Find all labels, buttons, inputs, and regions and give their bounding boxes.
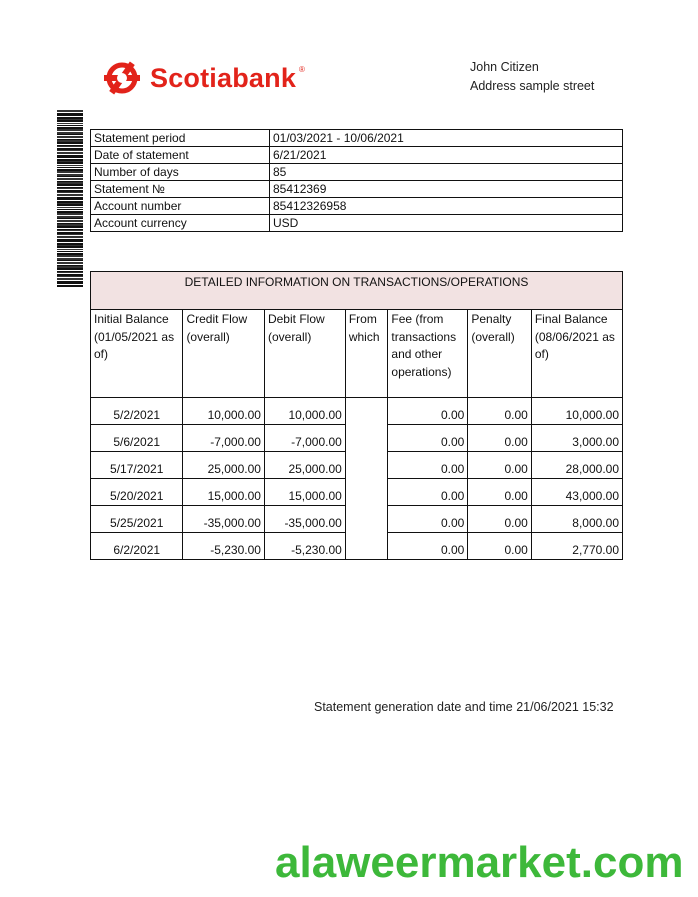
barcode-bar xyxy=(57,188,83,189)
credit-cell: -5,230.00 xyxy=(183,533,265,560)
barcode-bar xyxy=(57,234,83,235)
fee-cell: 0.00 xyxy=(388,479,468,506)
penalty-cell: 0.00 xyxy=(468,425,532,452)
info-row xyxy=(91,198,623,215)
column-header: Initial Balance (01/05/2021 as of) xyxy=(91,310,183,398)
info-label: Account number xyxy=(91,198,270,215)
barcode-bar xyxy=(57,140,83,142)
barcode xyxy=(57,110,83,278)
debit-cell: -7,000.00 xyxy=(264,425,345,452)
debit-cell: 25,000.00 xyxy=(264,452,345,479)
fee-cell: 0.00 xyxy=(388,398,468,425)
info-row xyxy=(91,147,623,164)
barcode-bar xyxy=(57,240,83,242)
barcode-bar xyxy=(57,162,83,164)
from-which-cell xyxy=(345,398,388,425)
penalty-cell: 0.00 xyxy=(468,398,532,425)
barcode-bar xyxy=(57,123,83,124)
barcode-bar xyxy=(57,251,83,252)
barcode-bar xyxy=(57,272,83,273)
barcode-bar xyxy=(57,218,83,219)
barcode-bar xyxy=(57,258,83,260)
barcode-bar xyxy=(57,125,83,126)
barcode-bar xyxy=(57,182,83,184)
debit-cell: -35,000.00 xyxy=(264,506,345,533)
fee-cell: 0.00 xyxy=(388,506,468,533)
barcode-bar xyxy=(57,174,83,176)
info-label: Account currency xyxy=(91,215,270,232)
customer-name: John Citizen xyxy=(470,60,539,74)
barcode-bar xyxy=(57,132,83,134)
info-value: 85 xyxy=(270,164,623,181)
penalty-cell: 0.00 xyxy=(468,506,532,533)
barcode-bar xyxy=(57,178,83,180)
barcode-bar xyxy=(57,268,83,270)
credit-cell: 25,000.00 xyxy=(183,452,265,479)
barcode-bar xyxy=(57,129,83,131)
info-value: 01/03/2021 - 10/06/2021 xyxy=(270,130,623,147)
final-balance-cell: 28,000.00 xyxy=(531,452,622,479)
barcode-bar xyxy=(57,207,83,208)
table-row xyxy=(91,425,623,452)
barcode-bar xyxy=(57,226,83,228)
final-balance-cell: 10,000.00 xyxy=(531,398,622,425)
barcode-bar xyxy=(57,136,83,138)
barcode-bar xyxy=(57,213,83,215)
barcode-bar xyxy=(57,236,83,238)
credit-cell: -7,000.00 xyxy=(183,425,265,452)
penalty-cell: 0.00 xyxy=(468,533,532,560)
info-value: 6/21/2021 xyxy=(270,147,623,164)
credit-cell: -35,000.00 xyxy=(183,506,265,533)
info-row xyxy=(91,215,623,232)
credit-cell: 15,000.00 xyxy=(183,479,265,506)
barcode-bar xyxy=(57,176,83,177)
barcode-bar xyxy=(57,114,83,116)
info-row xyxy=(91,181,623,198)
barcode-bar xyxy=(57,220,83,222)
watermark: alaweermarket.com xyxy=(275,838,684,887)
fee-cell: 0.00 xyxy=(388,452,468,479)
barcode-bar xyxy=(57,146,83,147)
credit-cell: 10,000.00 xyxy=(183,398,265,425)
barcode-bar xyxy=(57,120,83,122)
transactions-table xyxy=(90,271,623,560)
column-header: Debit Flow (overall) xyxy=(264,310,345,398)
date-cell: 6/2/2021 xyxy=(91,533,183,560)
barcode-bar xyxy=(57,262,83,264)
barcode-bar xyxy=(57,152,83,154)
from-which-cell xyxy=(345,479,388,506)
table-row xyxy=(91,533,623,560)
date-cell: 5/2/2021 xyxy=(91,398,183,425)
barcode-bar xyxy=(57,142,83,144)
final-balance-cell: 8,000.00 xyxy=(531,506,622,533)
from-which-cell xyxy=(345,506,388,533)
barcode-bar xyxy=(57,165,83,166)
barcode-bar xyxy=(57,216,83,218)
barcode-bar xyxy=(57,171,83,173)
barcode-bar xyxy=(57,192,83,193)
column-header: Fee (from transactions and other operations) xyxy=(388,310,468,398)
generation-timestamp: Statement generation date and time 21/06/2021 15:32 xyxy=(314,700,614,714)
scotiabank-s-icon xyxy=(102,58,142,98)
bank-logo xyxy=(102,56,332,100)
barcode-bar xyxy=(57,230,83,231)
penalty-cell: 0.00 xyxy=(468,479,532,506)
barcode-bar xyxy=(57,245,83,246)
debit-cell: -5,230.00 xyxy=(264,533,345,560)
customer-address-block xyxy=(470,58,594,96)
fee-cell: 0.00 xyxy=(388,533,468,560)
from-which-cell xyxy=(345,452,388,479)
info-value: 85412369 xyxy=(270,181,623,198)
barcode-bar xyxy=(57,198,83,200)
customer-address: Address sample street xyxy=(470,79,595,93)
barcode-bar xyxy=(57,249,83,250)
barcode-bar xyxy=(57,285,83,287)
barcode-bar xyxy=(57,161,83,162)
barcode-bar xyxy=(57,224,83,226)
barcode-bar xyxy=(57,282,83,284)
column-header: Penalty (overall) xyxy=(468,310,532,398)
barcode-bar xyxy=(57,203,83,204)
statement-info-table xyxy=(90,129,623,232)
from-which-cell xyxy=(345,425,388,452)
barcode-bar xyxy=(57,184,83,186)
bank-name: Scotiabank ® xyxy=(150,62,306,93)
barcode-bar xyxy=(57,119,83,120)
info-value: 85412326958 xyxy=(270,198,623,215)
barcode-bar xyxy=(57,278,83,280)
table-row xyxy=(91,479,623,506)
info-label: Number of days xyxy=(91,164,270,181)
barcode-bar xyxy=(57,156,83,158)
info-row xyxy=(91,130,623,147)
date-cell: 5/20/2021 xyxy=(91,479,183,506)
table-row xyxy=(91,398,623,425)
transactions-title: DETAILED INFORMATION ON TRANSACTIONS/OPERATIONS xyxy=(91,272,623,310)
barcode-bar xyxy=(57,246,83,248)
info-label: Date of statement xyxy=(91,147,270,164)
debit-cell: 10,000.00 xyxy=(264,398,345,425)
fee-cell: 0.00 xyxy=(388,425,468,452)
barcode-bar xyxy=(57,260,83,261)
date-cell: 5/6/2021 xyxy=(91,425,183,452)
penalty-cell: 0.00 xyxy=(468,452,532,479)
barcode-bar xyxy=(57,194,83,196)
barcode-bar xyxy=(57,276,83,277)
column-header: Final Balance (08/06/2021 as of) xyxy=(531,310,622,398)
barcode-bar xyxy=(57,204,83,206)
info-row xyxy=(91,164,623,181)
barcode-bar xyxy=(57,209,83,210)
from-which-cell xyxy=(345,533,388,560)
info-value: USD xyxy=(270,215,623,232)
barcode-bar xyxy=(57,167,83,168)
column-header: From which xyxy=(345,310,388,398)
final-balance-cell: 43,000.00 xyxy=(531,479,622,506)
barcode-bar xyxy=(57,134,83,135)
date-cell: 5/25/2021 xyxy=(91,506,183,533)
debit-cell: 15,000.00 xyxy=(264,479,345,506)
barcode-bar xyxy=(57,266,83,268)
info-label: Statement № xyxy=(91,181,270,198)
barcode-bar xyxy=(57,255,83,257)
barcode-bar xyxy=(57,150,83,151)
date-cell: 5/17/2021 xyxy=(91,452,183,479)
table-row xyxy=(91,452,623,479)
final-balance-cell: 2,770.00 xyxy=(531,533,622,560)
final-balance-cell: 3,000.00 xyxy=(531,425,622,452)
column-header: Credit Flow (overall) xyxy=(183,310,265,398)
table-row xyxy=(91,506,623,533)
info-label: Statement period xyxy=(91,130,270,147)
barcode-bar xyxy=(57,110,83,112)
